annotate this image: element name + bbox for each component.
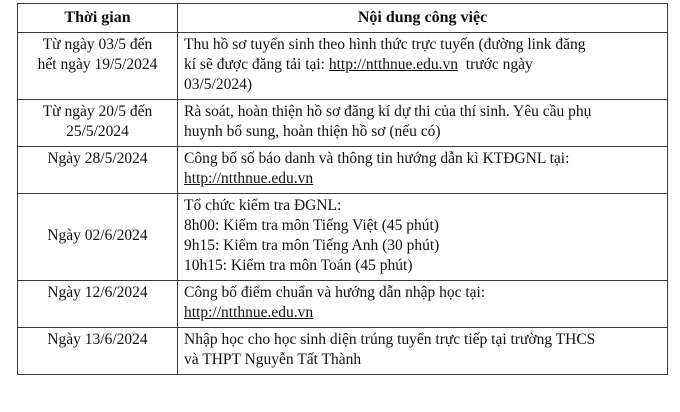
content-line: 9h15: Kiểm tra môn Tiếng Anh (30 phút) — [184, 237, 440, 254]
row-content — [178, 281, 668, 328]
time-line: Ngày 28/5/2024 — [47, 150, 148, 167]
table-row — [18, 328, 668, 375]
row-time — [18, 100, 178, 147]
row-time — [18, 194, 178, 281]
content-line: Công bố điểm chuẩn và hướng dẫn nhập học tại: — [184, 284, 486, 301]
row-time — [18, 281, 178, 328]
table-row — [18, 281, 668, 328]
content-line: và THPT Nguyễn Tất Thành — [184, 351, 362, 368]
header-content: Nội dung công việc — [178, 4, 668, 33]
header-time: Thời gian — [18, 4, 178, 33]
schedule-table — [17, 3, 668, 375]
table-row — [18, 33, 668, 100]
website-link[interactable]: http://ntthnue.edu.vn — [184, 170, 314, 187]
content-line: huynh bổ sung, hoàn thiện hồ sơ (nếu có) — [184, 123, 441, 140]
content-line: 10h15: Kiểm tra môn Toán (45 phút) — [184, 257, 413, 274]
content-line: 8h00: Kiểm tra môn Tiếng Việt (45 phút) — [184, 217, 439, 234]
row-time — [18, 33, 178, 100]
time-line: Từ ngày 20/5 đến — [42, 103, 153, 120]
content-line — [184, 303, 661, 323]
row-content — [178, 147, 668, 194]
content-line: Thu hồ sơ tuyển sinh theo hình thức trực tuyến (đường link đăng — [184, 36, 586, 53]
content-line — [184, 55, 661, 75]
content-line: Công bố số báo danh và thông tin hướng dẫn kì KTĐGNL tại: — [184, 150, 570, 167]
time-line: Ngày 02/6/2024 — [47, 227, 148, 244]
time-line: 25/5/2024 — [66, 123, 129, 140]
table-row — [18, 194, 668, 281]
row-content — [178, 33, 668, 100]
table-row — [18, 147, 668, 194]
table-header-row — [18, 4, 668, 33]
row-content — [178, 328, 668, 375]
content-text: kí sẽ được đăng tải tại: — [184, 56, 329, 73]
table-row — [18, 100, 668, 147]
content-line: Tổ chức kiểm tra ĐGNL: — [184, 197, 342, 214]
content-line — [184, 169, 661, 189]
time-line: Ngày 13/6/2024 — [47, 331, 148, 348]
row-time — [18, 328, 178, 375]
time-line: hết ngày 19/5/2024 — [37, 56, 158, 73]
content-line: Rà soát, hoàn thiện hồ sơ đăng kí dự thi của thí sinh. Yêu cầu phụ — [184, 103, 592, 120]
website-link[interactable]: http://ntthnue.edu.vn — [184, 304, 314, 321]
content-line: 03/5/2024) — [184, 76, 253, 93]
content-line: Nhập học cho học sinh diện trúng tuyển trực tiếp tại trường THCS — [184, 331, 596, 348]
content-text: trước ngày — [458, 56, 533, 73]
time-line: Ngày 12/6/2024 — [47, 284, 148, 301]
time-line: Từ ngày 03/5 đến — [42, 36, 153, 53]
row-content — [178, 194, 668, 281]
website-link[interactable]: http://ntthnue.edu.vn — [328, 56, 459, 73]
row-time — [18, 147, 178, 194]
row-content — [178, 100, 668, 147]
